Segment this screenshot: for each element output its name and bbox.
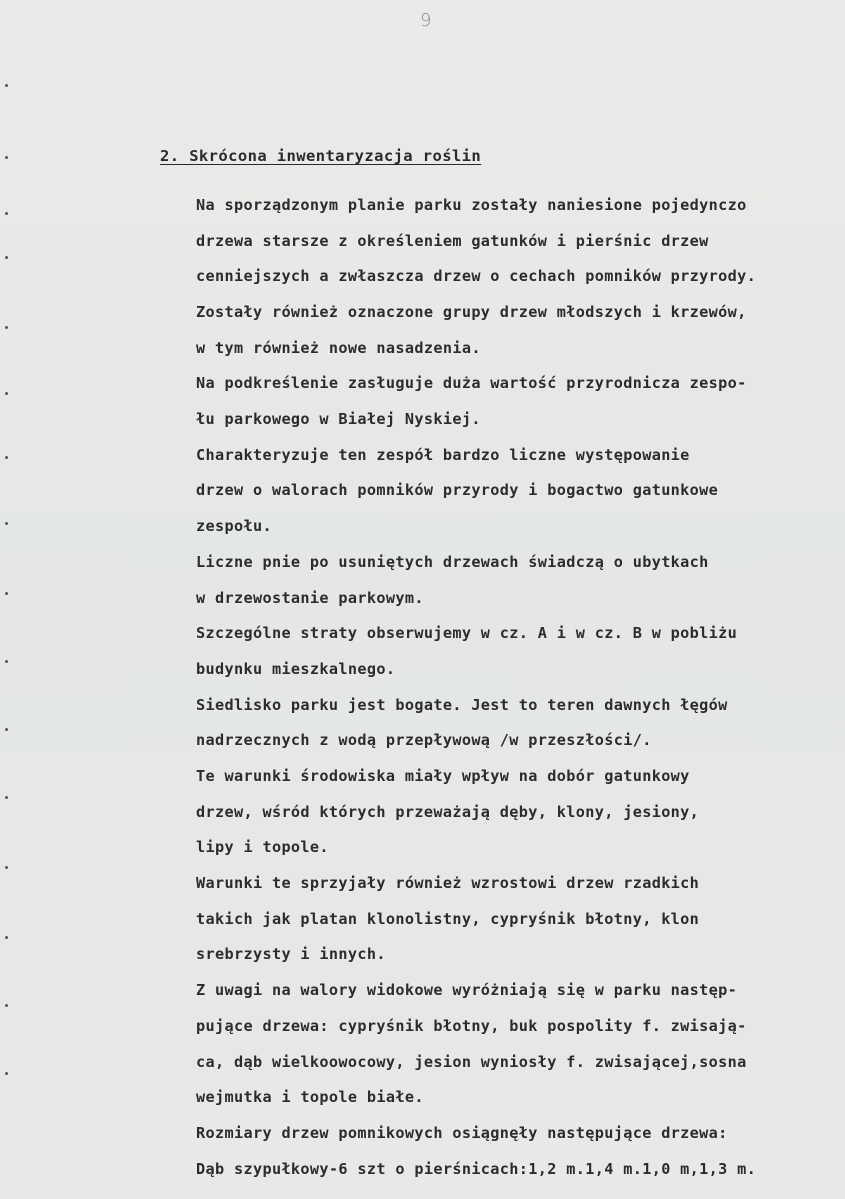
text-line: Liczne pnie po usuniętych drzewach świadczą o ubytkach <box>196 553 709 571</box>
text-line: drzewa starsze z określeniem gatunków i pierśnic drzew <box>196 232 709 250</box>
text-line: Szczególne straty obserwujemy w cz. A i w cz. B w pobliżu <box>196 624 738 642</box>
text-line: Zostały również oznaczone grupy drzew młodszych i krzewów, <box>196 303 747 321</box>
text-line: Dąb szypułkowy-6 szt o pierśnicach:1,2 m.1,4 m.1,0 m,1,3 m. <box>196 1160 757 1178</box>
text-line: Rozmiary drzew pomnikowych osiągnęły następujące drzewa: <box>196 1124 728 1142</box>
text-line: Z uwagi na walory widokowe wyróżniają się w parku następ- <box>196 981 738 999</box>
page-number: 9 <box>420 10 432 31</box>
text-line: Te warunki środowiska miały wpływ na dobór gatunkowy <box>196 767 690 785</box>
text-line: lipy i topole. <box>196 838 329 856</box>
text-line: srebrzysty i innych. <box>196 945 386 963</box>
text-line: w tym również nowe nasadzenia. <box>196 339 481 357</box>
text-line: drzew o walorach pomników przyrody i bogactwo gatunkowe <box>196 481 719 499</box>
text-line: Na podkreślenie zasługuje duża wartość przyrodnicza zespo- <box>196 374 747 392</box>
text-line: Warunki te sprzyjały również wzrostowi drzew rzadkich <box>196 874 700 892</box>
text-line: ca, dąb wielkoowocowy, jesion wyniosły f. zwisającej,sosna <box>196 1053 747 1071</box>
text-line: Na sporządzonym planie parku zostały naniesione pojedynczo <box>196 196 747 214</box>
text-line: budynku mieszkalnego. <box>196 660 396 678</box>
text-line: pujące drzewa: cypryśnik błotny, buk pospolity f. zwisają- <box>196 1017 747 1035</box>
text-line: Charakteryzuje ten zespół bardzo liczne występowanie <box>196 446 690 464</box>
text-line: drzew, wśród których przeważają dęby, klony, jesiony, <box>196 803 700 821</box>
text-line: Siedlisko parku jest bogate. Jest to teren dawnych łęgów <box>196 696 728 714</box>
text-line: cenniejszych a zwłaszcza drzew o cechach pomników przyrody. <box>196 267 757 285</box>
text-line: łu parkowego w Białej Nyskiej. <box>196 410 481 428</box>
section-heading: 2. Skrócona inwentaryzacja roślin <box>160 147 482 165</box>
text-line: w drzewostanie parkowym. <box>196 589 424 607</box>
text-line: wejmutka i topole białe. <box>196 1088 424 1106</box>
text-line: nadrzecznych z wodą przepływową /w przeszłości/. <box>196 731 652 749</box>
margin-punch-marks <box>0 0 14 1199</box>
text-line: takich jak platan klonolistny, cypryśnik błotny, klon <box>196 910 700 928</box>
text-line: zespołu. <box>196 517 272 535</box>
